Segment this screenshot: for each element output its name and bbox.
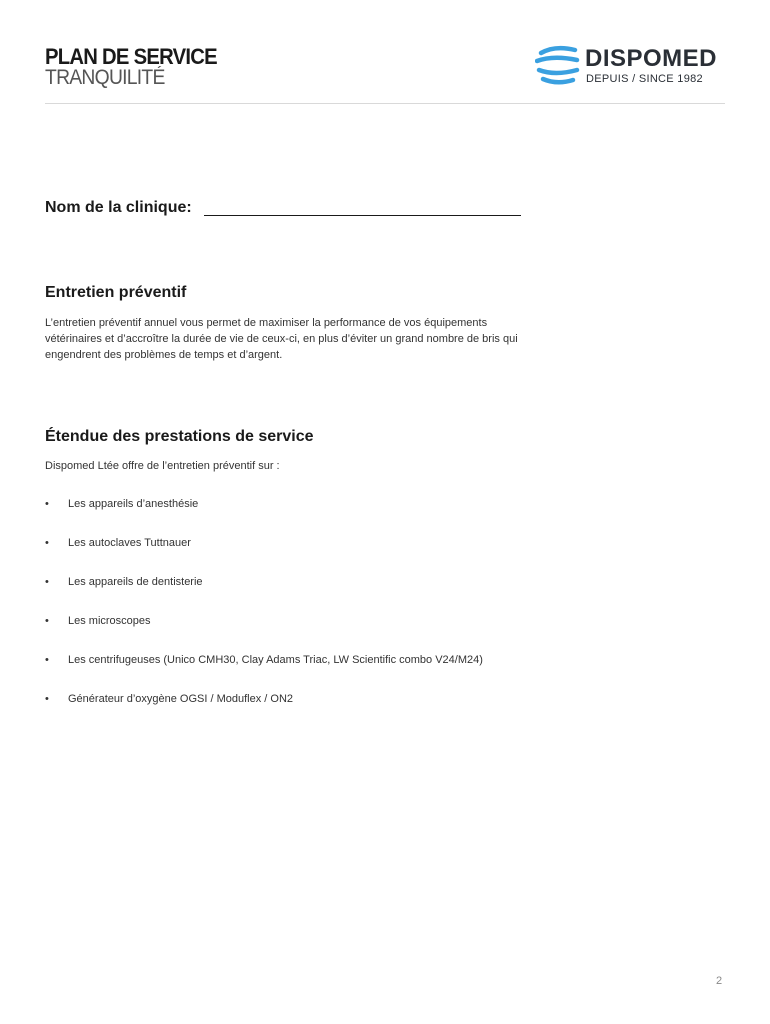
logo-wave-icon	[535, 44, 581, 88]
page-number: 2	[716, 975, 723, 987]
bullet-icon: •	[45, 498, 49, 510]
scope-intro: Dispomed Ltée offre de l’entretien préventif sur :	[45, 460, 280, 472]
bullet-icon: •	[45, 537, 49, 549]
list-item-text: Les microscopes	[68, 615, 151, 627]
preventive-heading: Entretien préventif	[45, 284, 187, 301]
logo-name: DISPOMED	[585, 45, 718, 72]
bullet-icon: •	[45, 693, 49, 705]
document-subtitle: TRANQUILITÉ	[45, 66, 165, 89]
bullet-icon: •	[45, 615, 49, 627]
page-header	[45, 44, 725, 104]
bullet-icon: •	[45, 654, 49, 666]
list-item-text: Les autoclaves Tuttnauer	[68, 537, 191, 549]
dispomed-logo	[535, 44, 727, 90]
clinic-name-label: Nom de la clinique:	[45, 199, 192, 216]
logo-since: DEPUIS / SINCE 1982	[586, 73, 703, 85]
scope-heading: Étendue des prestations de service	[45, 428, 314, 445]
bullet-icon: •	[45, 576, 49, 588]
list-item-text: Les appareils de dentisterie	[68, 576, 203, 588]
list-item-text: Les appareils d’anesthésie	[68, 498, 199, 510]
list-item-text: Les centrifugeuses (Unico CMH30, Clay Adams Triac, LW Scientific combo V24/M24)	[68, 654, 483, 666]
list-item-text: Générateur d’oxygène OGSI / Moduflex / ON2	[68, 693, 294, 705]
header-divider	[45, 103, 725, 104]
clinic-name-field-line[interactable]	[204, 215, 521, 216]
preventive-paragraph: L’entretien préventif annuel vous permet de maximiser la performance de vos équipements vétérinaires et d’accroître la durée de vie de ceux-ci, en plus d’éviter un grand nombre de bris qui engendrent des problèmes de temps et d’argent.	[45, 317, 518, 361]
document-title: PLAN DE SERVICE	[45, 44, 217, 69]
